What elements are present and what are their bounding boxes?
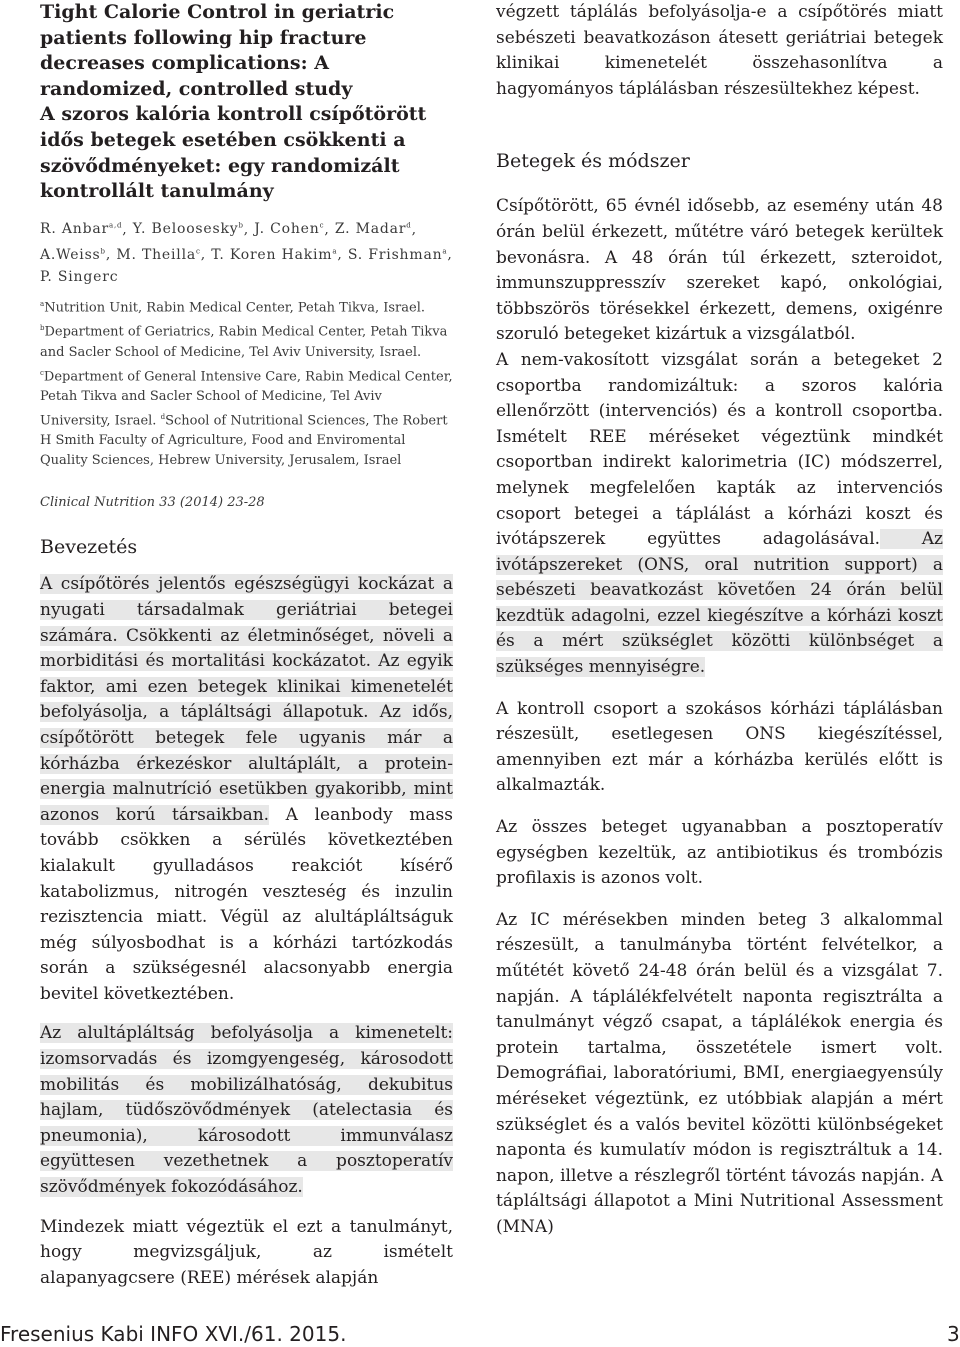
author (116, 247, 200, 263)
intro-paragraph-2 (40, 1021, 453, 1200)
methods-paragraph-2-text: A nem-vakosított vizsgálat során a betegeket 2 csoportba randomizáltuk: a szoros kalória ellenőrzött (intervenciós) és a kontroll csoportba. Ismételt REE méréseket végeztünk mindkét csoportban indirekt kalorimetria (IC) módszerrel, melynek megfelelően kapták az intervenciós csoport betegei a táplálást a kórházi koszt és ivótápszerek együttes adagolásával. (496, 349, 943, 550)
author-affiliation-mark: d (406, 221, 412, 230)
methods-paragraph-1: Csípőtörött, 65 évnél idősebb, az esemény után 48 órán belül érkezett, műtétre váró betegek kerültek bevonásra. A 48 órán túl érkezett, szteroidot, immunszuppresszív szereket kapó, onkológiai, többszörös törésekkel érkezett, demens, oxigénre szoruló betegeket kizártuk a vizsgálatból. (496, 196, 943, 345)
affiliation-mark: b (40, 324, 45, 333)
intro-paragraph-1-highlighted: A csípőtörés jelentős egészségügyi kockázat a nyugati társadalmak geriátriai betegei számára. Csökkenti az életminőséget, növeli a morbiditási és mortalitási kockázatot. Az egyik faktor, ami ezen betegek klinikai kimenetelét befolyásolja, a tápláltsági állapotuk. Az idős, csípőtörött betegek fele ugyanis már a kórházba érkezéskor alultáplált, a protein-energia malnutríció esetükben gyakoribb, mint azonos korú társaikban. (40, 574, 453, 825)
methods-paragraph-2-highlighted: Az ivótápszereket (ONS, oral nutrition support) a sebészeti beavatkozást követően 24 órán belül kezdtük adagolni, ezzel kiegészítve a kórházi koszt és a mért szükséglet közötti különbséget a szükséges mennyiségre. (496, 529, 944, 678)
intro-paragraph-continued: végzett táplálás befolyásolja-e a csípőtörés miatt sebészeti beavatkozáson átesett geriátriai betegek klinikai kimenetelét összehasonlítva a hagyományos táplálásban részesültekhez képest. (496, 2, 943, 99)
author-affiliation-mark: a,d (108, 221, 123, 230)
affiliation-text: Department of General Intensive Care, Rabin Medical Center, Petah Tikva and Sacler School of Medicine, Tel Aviv University, Israel. (40, 369, 453, 429)
affiliations (40, 294, 453, 471)
affiliation-text: School of Nutritional Sciences, The Robert H Smith Faculty of Agriculture, Food and Enviromental Quality Sciences, Hebrew University, Jerusalem, Israel (40, 413, 448, 469)
affiliation-text: Nutrition Unit, Rabin Medical Center, Petah Tikva, Israel. (44, 300, 425, 316)
author-name: A.Weiss (40, 247, 101, 264)
author (335, 221, 412, 237)
author (40, 269, 118, 285)
author-affiliation-mark: a (442, 247, 448, 256)
page-number: 3 (947, 1322, 960, 1346)
author (40, 221, 122, 237)
author (40, 247, 106, 263)
left-column (40, 0, 453, 1291)
author (211, 247, 337, 263)
methods-paragraph-4: Az összes beteget ugyanabban a posztoperatív egységben kezeltük, az antibiotikus és trombózis profilaxis is azonos volt. (496, 817, 943, 889)
intro-paragraph-2-text: Az alultápláltság befolyásolja a kimenetelt: izomsorvadás és izomgyengeség, károsodott mobilitás és mobilizálhatóság, dekubitus hajlam, tüdőszövődmények (atelectasia és pneumonia), károsodott immunválasz együttesen vezethetnek a posztoperatív szövődmények fokozódásához. (40, 1023, 453, 1198)
author-affiliation-mark: c (319, 221, 325, 230)
title-hungarian: A szoros kalória kontroll csípőtörött idős betegek esetében csökkenti a szövődményeket: egy randomizált kontrollált tanulmány (40, 103, 427, 203)
author-name: R. Anbar (40, 221, 109, 238)
intro-heading: Bevezetés (40, 536, 138, 559)
right-column (496, 0, 943, 1241)
author-name: Y. Beloosesky (132, 221, 239, 238)
methods-paragraph-5: Az IC mérésekben minden beteg 3 alkalommal részesült, a tanulmányba történt felvételkor, a műtétét követő 24-48 órán belül és a vizsgálat 7. napján. A táplálékfelvételt naponta regisztrálta a tanulmányt végző csapat, a táplálékok energia és protein tartalma, összetétele ismert volt. Demográfiai, laboratóriumi, BMI, energiaegyensúly méréseket végeztünk, ez utóbbiak alapján a mért szükséglet és a valós bevitel közötti különbségeket naponta és kumulatív módon is regisztráltuk a 14. napon, illetve a részlegről történt távozás napján. A tápláltsági állapotot a Mini Nutritional Assessment (MNA) (496, 909, 943, 1237)
title-english: Tight Calorie Control in geriatric patients following hip fracture decreases complications: A randomized, controlled study (40, 1, 395, 100)
author-name: M. Theilla (116, 247, 196, 264)
author (348, 247, 448, 263)
intro-paragraph-3: Mindezek miatt végeztük el ezt a tanulmányt, hogy megvizsgáljuk, az ismételt alapanyagcsere (REE) mérések alapján (40, 1216, 453, 1288)
methods-paragraph-2 (496, 348, 943, 681)
methods-heading: Betegek és módszer (496, 150, 690, 173)
author-name: P. Singerc (40, 269, 119, 286)
affiliation-text: Department of Geriatrics, Rabin Medical Center, Petah Tikva and Sacler School of Medicine, Tel Aviv University, Israel. (40, 324, 448, 360)
affiliation-mark: d (160, 413, 166, 422)
author-affiliation-mark: b (100, 247, 106, 256)
affiliation-mark: c (40, 368, 44, 377)
author-name: S. Frishman (347, 247, 443, 264)
intro-paragraph-1 (40, 572, 453, 1007)
author-name: J. Cohen (254, 221, 320, 238)
methods-paragraph-3: A kontroll csoport a szokásos kórházi táplálásban részesült, esetlegesen ONS kiegészítéssel, amennyiben ezt már a kórházba kerülés előtt is alkalmazták. (496, 698, 943, 796)
journal-citation: Clinical Nutrition 33 (2014) 23-28 (40, 495, 265, 511)
author-name: T. Koren Hakim (211, 247, 333, 264)
author-affiliation-mark: a (332, 247, 338, 256)
intro-paragraph-1-rest: A leanbody mass tovább csökken a sérülés következtében kialakult gyulladásos reakciót kísérő katabolizmus, nitrogén veszteség és inzulin rezisztencia miatt. Végül az alultápláltságuk még súlyosbodhat is a kórházi tartózkodás során a szükségesnél alacsonyabb energia bevitel következtében. (40, 804, 453, 1004)
author (254, 221, 324, 237)
footer-publication: Fresenius Kabi INFO XVI./61. 2015. (0, 1322, 347, 1346)
affiliation-mark: a (40, 300, 45, 309)
author (133, 221, 244, 237)
author-name: Z. Madar (334, 221, 407, 238)
author-affiliation-mark: b (238, 221, 244, 230)
author-list: R. Anbar$^{a,d}$, Y. Beloosesky$^b$, J. Cohen$^c$, Z. Madar$^d$, A.Weiss$^b$, M. Theilla$^c$, T. Koren Hakim$^a$, S. Frishman$^a$, P. Singerc (40, 221, 453, 286)
author-affiliation-mark: c (196, 247, 201, 256)
